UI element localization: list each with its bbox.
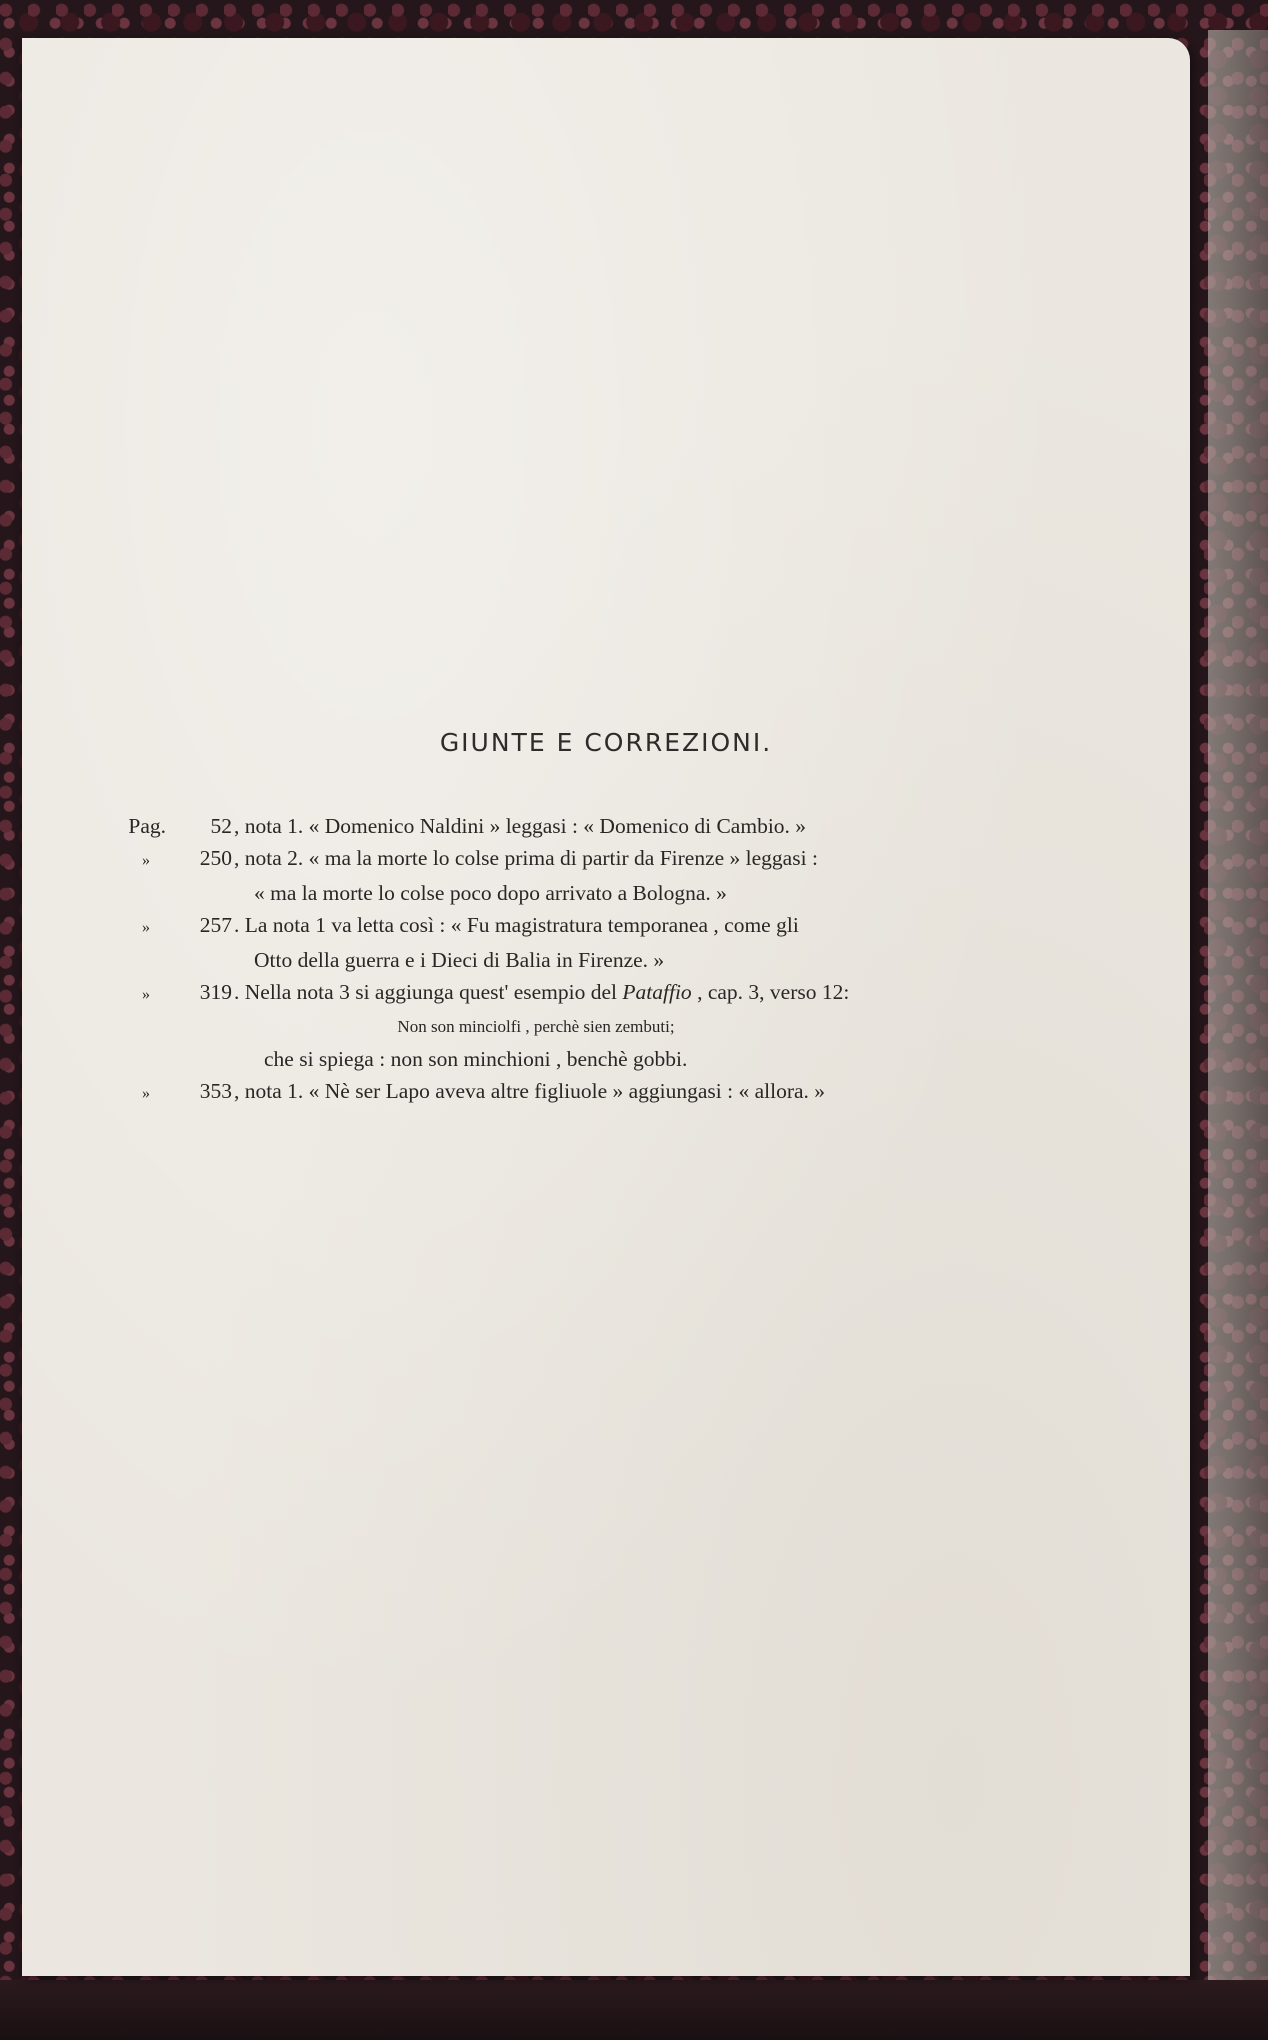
entry-text: , nota 1. « Domenico Naldini » leggasi : « Domenico di Cambio. » bbox=[234, 814, 807, 838]
entry-text-post: , cap. 3, verso 12: bbox=[691, 980, 850, 1004]
board-edge-right bbox=[1208, 30, 1268, 2040]
entry-page-number: 52 bbox=[210, 814, 232, 838]
entry-continuation: « ma la morte lo colse poco dopo arrivato a Bologna. » bbox=[254, 881, 727, 905]
errata-list bbox=[126, 810, 1026, 1110]
entry-text: . La nota 1 va letta così : « Fu magistratura temporanea , come gli bbox=[234, 913, 799, 937]
entry-text bbox=[234, 976, 1026, 1008]
errata-entry bbox=[126, 909, 1026, 944]
entry-page-number: 353 bbox=[199, 1079, 232, 1103]
errata-entry bbox=[126, 842, 1026, 877]
entry-page-number: 257 bbox=[199, 913, 232, 937]
entry-text: , nota 2. « ma la morte lo colse prima di partir da Firenze » leggasi : bbox=[234, 846, 818, 870]
errata-entry bbox=[126, 1075, 1026, 1110]
entry-marker: » bbox=[142, 986, 150, 1003]
entry-marker: » bbox=[142, 852, 150, 869]
entry-page-number: 250 bbox=[199, 846, 232, 870]
page-heading: GIUNTE E CORREZIONI. bbox=[439, 728, 773, 757]
errata-entry bbox=[126, 810, 1026, 842]
verse-gloss: che si spiega : non son minchioni , benchè gobbi. bbox=[264, 1047, 688, 1071]
entry-marker: » bbox=[142, 1085, 150, 1102]
entry-text-italic: Pataffio bbox=[622, 980, 692, 1004]
entry-text: , nota 1. « Nè ser Lapo aveva altre figliuole » aggiungasi : « allora. » bbox=[234, 1079, 826, 1103]
entry-marker: » bbox=[142, 919, 150, 936]
errata-entry bbox=[126, 976, 1026, 1011]
page-leaf bbox=[22, 38, 1190, 1976]
entry-page-number: 319 bbox=[199, 980, 232, 1004]
entry-marker: Pag. bbox=[128, 814, 166, 838]
board-edge-bottom bbox=[0, 1980, 1268, 2040]
entry-text-pre: . Nella nota 3 si aggiunga quest' esempio del bbox=[234, 980, 623, 1004]
quoted-verse: Non son minciolfi , perchè sien zembuti; bbox=[397, 1017, 675, 1036]
entry-continuation: Otto della guerra e i Dieci di Balia in Firenze. » bbox=[254, 948, 665, 972]
